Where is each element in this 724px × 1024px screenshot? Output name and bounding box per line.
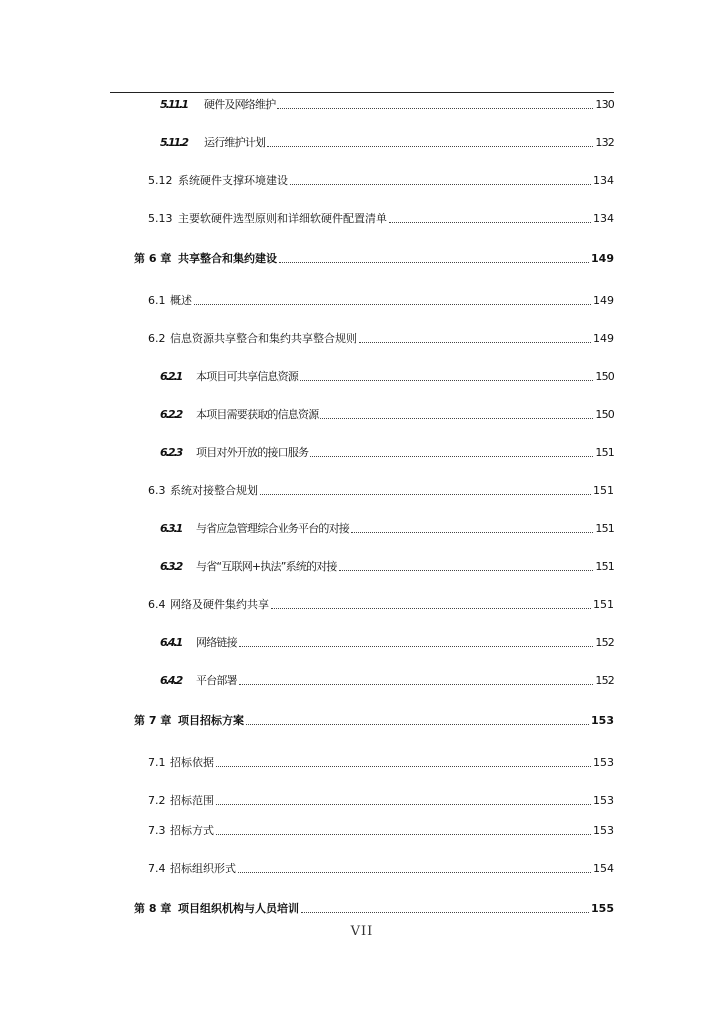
- toc-entry-page: 151: [595, 560, 614, 573]
- toc-entry-title: 系统对接整合规划: [170, 484, 258, 497]
- toc-entry[interactable]: [148, 752, 614, 770]
- toc-entry[interactable]: [148, 208, 614, 226]
- toc-leader-dots: [239, 646, 594, 647]
- toc-entry-number: 第 7 章: [134, 714, 172, 727]
- toc-entry-number: 5.11.2: [160, 136, 187, 149]
- toc-entry-number: 5.13: [148, 212, 173, 225]
- toc-entry-number: 6.4.1: [160, 636, 182, 649]
- toc-leader-dots: [300, 380, 593, 381]
- toc-entry-number: 6.2.3: [160, 446, 182, 459]
- toc-entry-number: 6.2.2: [160, 408, 182, 421]
- toc-leader-dots: [301, 912, 589, 913]
- toc-leader-dots: [246, 724, 589, 725]
- toc-entry-page: 151: [593, 484, 614, 497]
- toc-entry-number: 7.4: [148, 862, 166, 875]
- toc-leader-dots: [320, 418, 593, 419]
- toc-entry-number: 6.4: [148, 598, 166, 611]
- toc-entry-number: 7.3: [148, 824, 166, 837]
- toc-leader-dots: [216, 834, 591, 835]
- toc-entry-page: 150: [595, 370, 614, 383]
- page-number-footer: VII: [350, 924, 374, 939]
- toc-entry-title: 主要软硬件选型原则和详细软硬件配置清单: [178, 212, 387, 225]
- toc-entry-page: 154: [593, 862, 614, 875]
- toc-leader-dots: [310, 456, 593, 457]
- toc-entry-title: 与省应急管理综合业务平台的对接: [196, 522, 349, 535]
- toc-entry-page: 155: [591, 902, 614, 915]
- toc-leader-dots: [271, 608, 591, 609]
- toc-entry[interactable]: [134, 248, 614, 266]
- toc-entry-page: 152: [595, 674, 614, 687]
- toc-entry-title: 项目组织机构与人员培训: [178, 902, 299, 915]
- toc-entry-title: 信息资源共享整合和集约共享整合规则: [170, 332, 357, 345]
- toc-leader-dots: [339, 570, 594, 571]
- toc-entry-number: 5.12: [148, 174, 173, 187]
- toc-entry[interactable]: [148, 328, 614, 346]
- toc-leader-dots: [216, 766, 591, 767]
- toc-leader-dots: [216, 804, 591, 805]
- toc-entry[interactable]: [148, 790, 614, 808]
- toc-entry-number: 第 8 章: [134, 902, 172, 915]
- toc-entry-title: 项目对外开放的接口服务: [196, 446, 309, 459]
- toc-entry-page: 152: [595, 636, 614, 649]
- toc-entry-title: 招标方式: [170, 824, 214, 837]
- toc-entry-page: 149: [591, 252, 614, 265]
- toc-entry-title: 招标依据: [170, 756, 214, 769]
- toc-entry[interactable]: [160, 94, 614, 112]
- toc-entry-page: 149: [593, 294, 614, 307]
- toc-entry-page: 130: [595, 98, 614, 111]
- toc-entry[interactable]: [148, 820, 614, 838]
- toc-entry[interactable]: [160, 632, 614, 650]
- toc-entry[interactable]: [160, 442, 614, 460]
- toc-entry-number: 7.2: [148, 794, 166, 807]
- toc-entry[interactable]: [134, 898, 614, 916]
- toc-entry[interactable]: [148, 170, 614, 188]
- toc-entry[interactable]: [160, 404, 614, 422]
- toc-entry-title: 与省“互联网+执法”系统的对接: [196, 560, 337, 573]
- toc-entry[interactable]: [134, 710, 614, 728]
- toc-entry-title: 系统硬件支撑环境建设: [178, 174, 288, 187]
- toc-leader-dots: [290, 184, 591, 185]
- toc-entry-title: 本项目需要获取的信息资源: [196, 408, 319, 421]
- toc-entry-number: 5.11.1: [160, 98, 187, 111]
- toc-entry-page: 151: [595, 522, 614, 535]
- toc-entry-title: 网络及硬件集约共享: [170, 598, 269, 611]
- toc-entry-number: 6.3.2: [160, 560, 182, 573]
- toc-entry-page: 134: [593, 212, 614, 225]
- toc-entry[interactable]: [160, 518, 614, 536]
- toc-entry-page: 151: [595, 446, 614, 459]
- toc-entry-number: 6.2.1: [160, 370, 182, 383]
- toc-leader-dots: [279, 262, 589, 263]
- toc-entry-page: 150: [595, 408, 614, 421]
- header-rule: [110, 92, 614, 93]
- toc-entry-title: 招标组织形式: [170, 862, 236, 875]
- toc-leader-dots: [351, 532, 593, 533]
- toc-entry-title: 项目招标方案: [178, 714, 244, 727]
- toc-entry-number: 6.1: [148, 294, 166, 307]
- toc-entry-number: 6.4.2: [160, 674, 182, 687]
- toc-entry-title: 运行维护计划: [204, 136, 266, 149]
- toc-entry[interactable]: [160, 556, 614, 574]
- toc-entry-number: 6.3: [148, 484, 166, 497]
- toc-entry-title: 本项目可共享信息资源: [196, 370, 298, 383]
- toc-entry-page: 151: [593, 598, 614, 611]
- toc-entry-title: 招标范围: [170, 794, 214, 807]
- toc-leader-dots: [238, 872, 591, 873]
- toc-entry-number: 7.1: [148, 756, 166, 769]
- toc-entry-title: 平台部署: [196, 674, 237, 687]
- toc-leader-dots: [194, 304, 591, 305]
- toc-entry-page: 134: [593, 174, 614, 187]
- toc-leader-dots: [267, 146, 593, 147]
- toc-leader-dots: [239, 684, 594, 685]
- toc-entry-title: 硬件及网络维护: [204, 98, 276, 111]
- toc-entry-page: 149: [593, 332, 614, 345]
- toc-entry-title: 概述: [170, 294, 192, 307]
- toc-entry[interactable]: [148, 858, 614, 876]
- toc-entry[interactable]: [148, 594, 614, 612]
- toc-entry-number: 6.2: [148, 332, 166, 345]
- toc-entry-page: 153: [593, 824, 614, 837]
- toc-entry[interactable]: [160, 670, 614, 688]
- toc-entry-page: 153: [593, 756, 614, 769]
- toc-leader-dots: [277, 108, 593, 109]
- toc-leader-dots: [260, 494, 591, 495]
- toc-entry-page: 153: [591, 714, 614, 727]
- toc-entry-number: 6.3.1: [160, 522, 182, 535]
- toc-entry-title: 网络链接: [196, 636, 237, 649]
- toc-leader-dots: [359, 342, 591, 343]
- toc-entry-title: 共享整合和集约建设: [178, 252, 277, 265]
- toc-leader-dots: [389, 222, 591, 223]
- toc-entry-number: 第 6 章: [134, 252, 172, 265]
- toc-entry[interactable]: [160, 366, 614, 384]
- toc-entry[interactable]: [148, 480, 614, 498]
- toc-entry-page: 132: [595, 136, 614, 149]
- toc-entry-page: 153: [593, 794, 614, 807]
- toc-entry[interactable]: [148, 290, 614, 308]
- toc-entry[interactable]: [160, 132, 614, 150]
